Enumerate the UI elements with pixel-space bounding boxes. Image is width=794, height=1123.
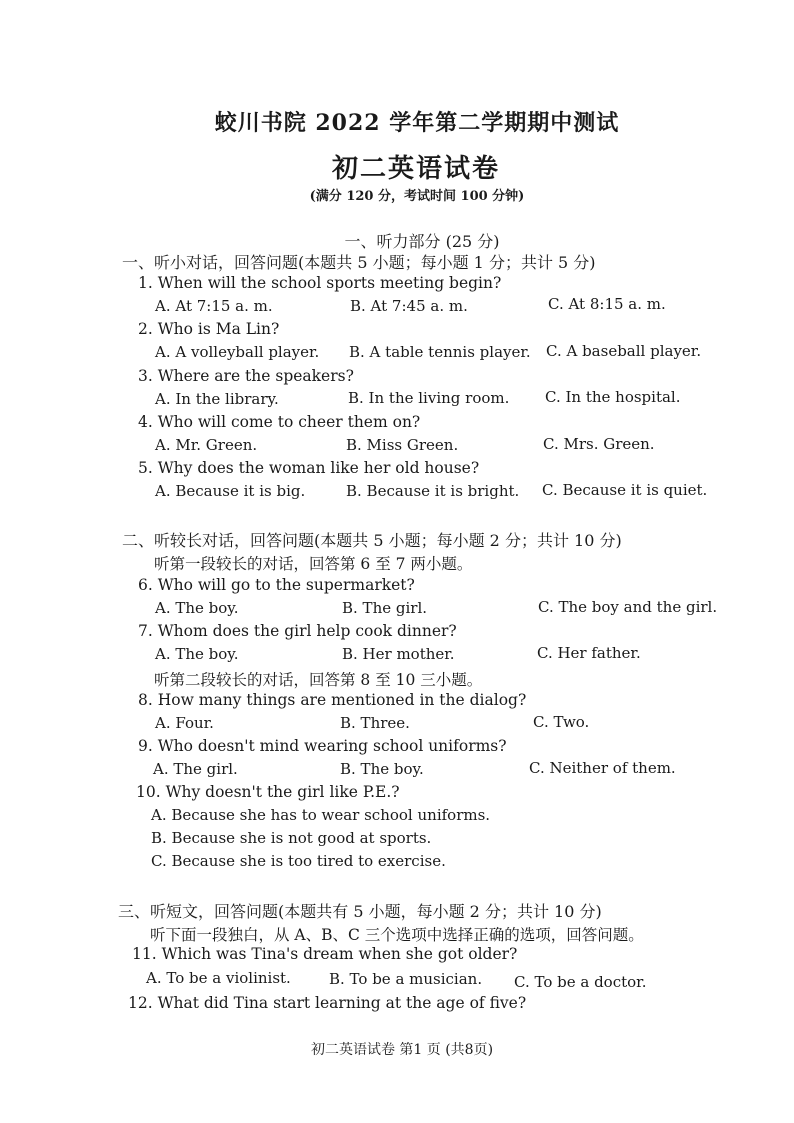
- question-7: 7. Whom does the girl help cook dinner?: [138, 622, 457, 640]
- option-8c: C. Two.: [533, 713, 590, 731]
- question-10: 10. Why doesn't the girl like P.E.?: [136, 783, 400, 801]
- exam-subtitle: 初二英语试卷: [331, 154, 500, 184]
- part-heading: 一、听力部分 (25 分): [344, 232, 500, 251]
- option-7b: B. Her mother.: [342, 645, 455, 663]
- option-8b: B. Three.: [340, 714, 410, 732]
- option-2c: C. A baseball player.: [546, 342, 702, 360]
- question-4: 4. Who will come to cheer them on?: [138, 413, 421, 431]
- option-7c: C. Her father.: [537, 644, 641, 662]
- option-1a: A. At 7:15 a. m.: [155, 297, 273, 315]
- option-6c: C. The boy and the girl.: [538, 598, 718, 616]
- question-3: 3. Where are the speakers?: [138, 367, 354, 385]
- option-5b: B. Because it is bright.: [346, 482, 520, 500]
- option-8a: A. Four.: [155, 714, 214, 732]
- question-1: 1. When will the school sports meeting begin?: [138, 274, 502, 292]
- option-4b: B. Miss Green.: [346, 436, 459, 454]
- option-9c: C. Neither of them.: [529, 759, 676, 777]
- option-3b: B. In the living room.: [348, 389, 510, 407]
- question-12: 12. What did Tina start learning at the age of five?: [128, 994, 527, 1012]
- option-10b: B. Because she is not good at sports.: [151, 829, 432, 847]
- option-3a: A. In the library.: [155, 390, 279, 408]
- section2-instruction-1: 听第一段较长的对话，回答第 6 至 7 两小题。: [154, 555, 473, 573]
- option-11a: A. To be a violinist.: [146, 969, 291, 987]
- option-9b: B. The boy.: [340, 760, 424, 778]
- exam-note: (满分 120 分，考试时间 100 分钟): [309, 189, 525, 204]
- option-9a: A. The girl.: [153, 760, 238, 778]
- option-11c: C. To be a doctor.: [514, 973, 647, 991]
- section2-heading: 二、听较长对话，回答问题(本题共 5 小题；每小题 2 分；共计 10 分): [122, 531, 622, 550]
- option-10a: A. Because she has to wear school uniforms.: [151, 806, 491, 824]
- section2-instruction-2: 听第二段较长的对话，回答第 8 至 10 三小题。: [154, 671, 483, 689]
- exam-title: 蛟川书院 2022 学年第二学期期中测试: [214, 110, 620, 136]
- question-8: 8. How many things are mentioned in the dialog?: [138, 691, 527, 709]
- option-4c: C. Mrs. Green.: [543, 435, 655, 453]
- page-footer: 初二英语试卷 第1 页 (共8页): [310, 1042, 494, 1058]
- option-6a: A. The boy.: [155, 599, 239, 617]
- question-6: 6. Who will go to the supermarket?: [138, 576, 415, 594]
- option-1c: C. At 8:15 a. m.: [548, 295, 666, 313]
- option-2b: B. A table tennis player.: [349, 343, 531, 361]
- option-5a: A. Because it is big.: [155, 482, 306, 500]
- option-6b: B. The girl.: [342, 599, 428, 617]
- option-2a: A. A volleyball player.: [155, 343, 320, 361]
- question-2: 2. Who is Ma Lin?: [138, 320, 280, 338]
- section3-instruction: 听下面一段独白，从 A、B、C 三个选项中选择正确的选项，回答问题。: [150, 926, 644, 944]
- option-7a: A. The boy.: [155, 645, 239, 663]
- question-5: 5. Why does the woman like her old house?: [138, 459, 480, 477]
- option-10c: C. Because she is too tired to exercise.: [151, 852, 446, 870]
- option-3c: C. In the hospital.: [545, 388, 681, 406]
- question-9: 9. Who doesn't mind wearing school uniforms?: [138, 737, 507, 755]
- section1-heading: 一、听小对话，回答问题(本题共 5 小题；每小题 1 分；共计 5 分): [122, 253, 596, 272]
- option-1b: B. At 7:45 a. m.: [350, 297, 468, 315]
- option-4a: A. Mr. Green.: [155, 436, 258, 454]
- option-5c: C. Because it is quiet.: [542, 481, 708, 499]
- option-11b: B. To be a musician.: [329, 970, 483, 988]
- section3-heading: 三、听短文，回答问题(本题共有 5 小题，每小题 2 分；共计 10 分): [118, 902, 602, 921]
- question-11: 11. Which was Tina's dream when she got older?: [132, 945, 518, 963]
